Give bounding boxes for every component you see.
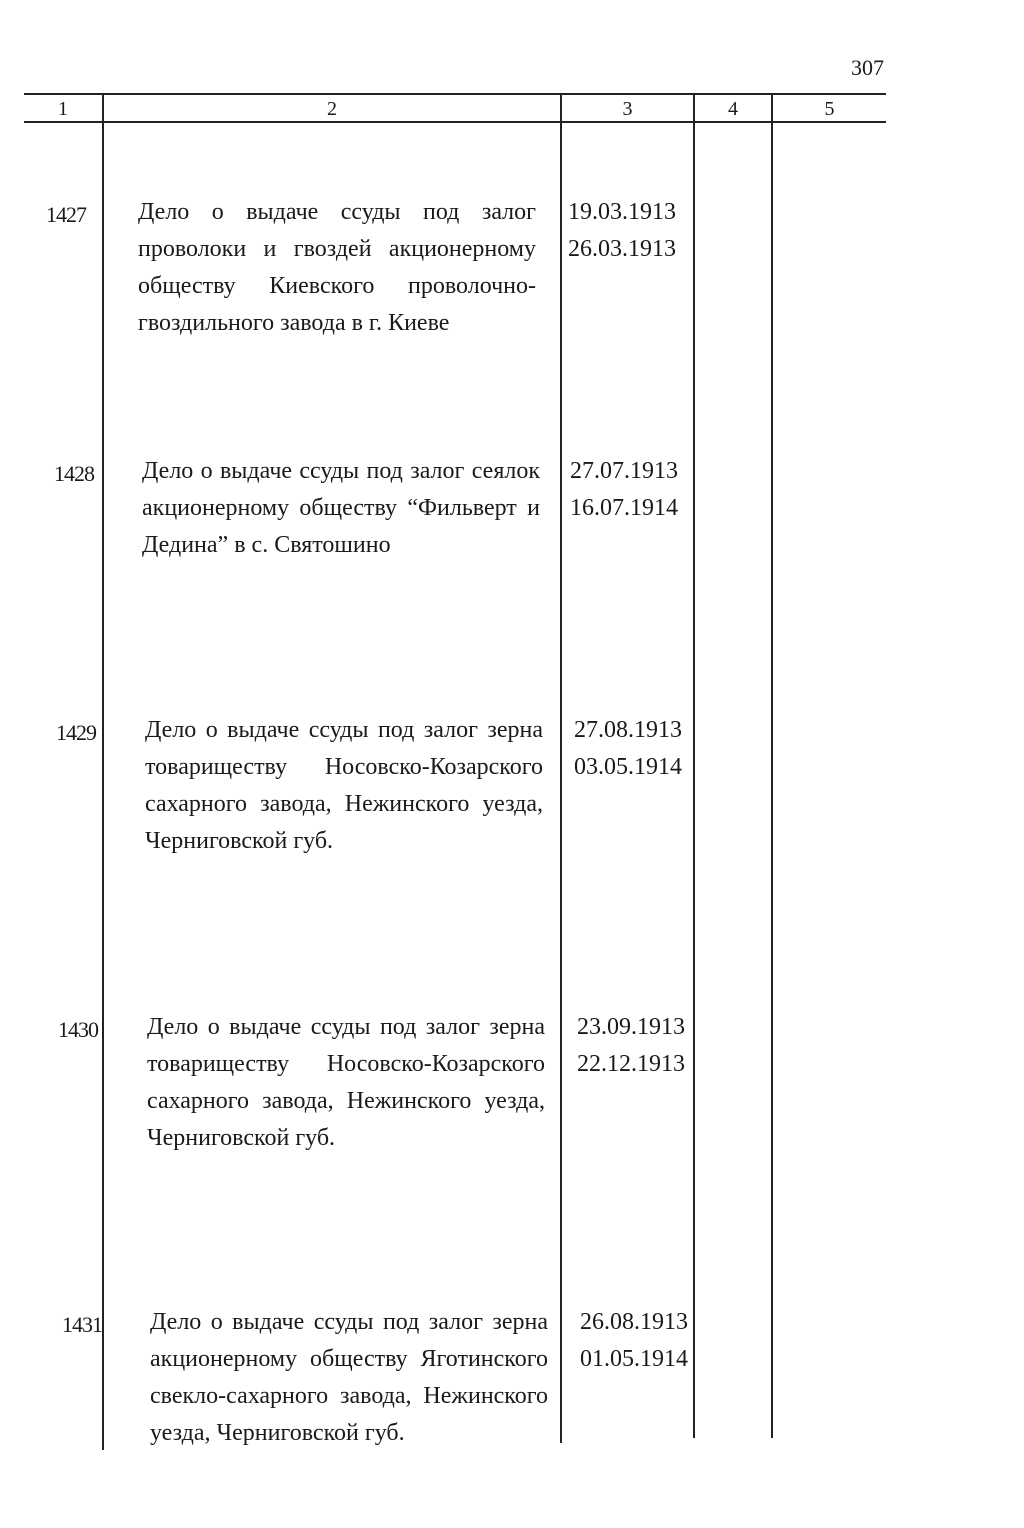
- end-date: 26.03.1913: [568, 236, 676, 262]
- entry-dates: [570, 453, 678, 527]
- start-date: 27.08.1913: [574, 717, 682, 743]
- entry-dates: [577, 1009, 685, 1083]
- column-divider-4: [771, 93, 773, 1438]
- start-date: 26.08.1913: [580, 1309, 688, 1335]
- start-date: 23.09.1913: [577, 1014, 685, 1040]
- entry-number: 1431: [62, 1312, 102, 1337]
- entry-description: Дело о выдаче ссуды под залог зерна товариществу Носовско-Козарского сахарного завода, Нежинского уезда, Черниговской губ.: [145, 717, 543, 854]
- column-header-3: 3: [622, 98, 633, 120]
- entry-number: 1427: [46, 202, 86, 227]
- entry-number: 1430: [58, 1017, 98, 1042]
- header-bottom-rule: [24, 121, 886, 123]
- entry-dates: [574, 712, 682, 786]
- page-number: 307: [851, 55, 884, 80]
- column-divider-2: [560, 93, 562, 1443]
- column-header-2: 2: [327, 98, 337, 120]
- start-date: 19.03.1913: [568, 199, 676, 225]
- end-date: 01.05.1914: [580, 1346, 688, 1372]
- entry-description: Дело о выдаче ссуды под залог сеялок акционерному обществу “Фильверт и Дедина” в с. Святошино: [142, 458, 540, 558]
- column-header-1: 1: [58, 98, 68, 120]
- column-header-4: 4: [728, 98, 738, 120]
- end-date: 16.07.1914: [570, 495, 678, 521]
- entry-number: 1428: [54, 461, 94, 486]
- entry-dates: [568, 194, 676, 268]
- entry-description: Дело о выдаче ссуды под залог зерна товариществу Носовско-Козарского сахарного завода, Нежинского уезда, Черниговской губ.: [147, 1014, 545, 1151]
- entry-description: Дело о выдаче ссуды под залог проволоки и гвоздей акционерному обществу Киевского проволочно-гвоздильного завода в г. Киеве: [138, 199, 536, 336]
- column-header-5: 5: [824, 98, 835, 120]
- entry-description: Дело о выдаче ссуды под залог зерна акционерному обществу Яготинского свекло-сахарного завода, Нежинского уезда, Черниговской губ.: [150, 1309, 548, 1446]
- end-date: 03.05.1914: [574, 754, 682, 780]
- end-date: 22.12.1913: [577, 1051, 685, 1077]
- start-date: 27.07.1913: [570, 458, 678, 484]
- column-divider-3: [693, 93, 695, 1438]
- entry-dates: [580, 1304, 688, 1378]
- entry-number: 1429: [56, 720, 96, 745]
- header-top-rule: [24, 93, 886, 95]
- column-divider-1: [102, 93, 104, 1450]
